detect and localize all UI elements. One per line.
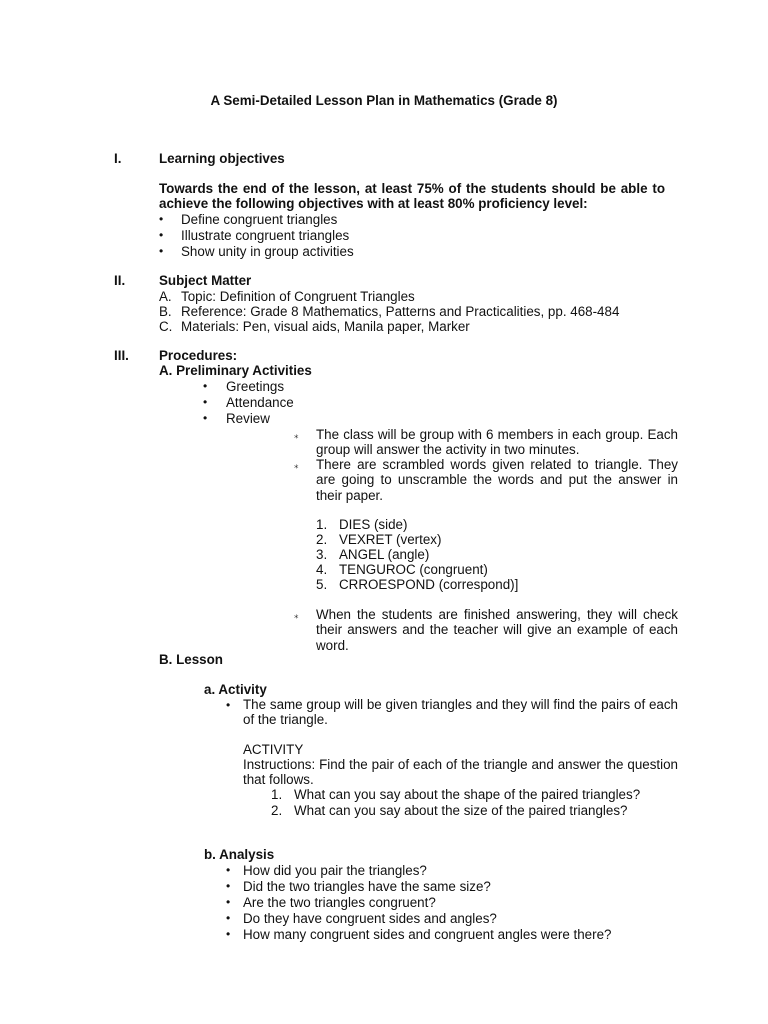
bullet-icon: • [226,911,231,925]
closing-note: When the students are finished answering, they will check their answers and the teacher will give an example of each word. [316,607,678,653]
analysis-question: Did the two triangles have the same size? [243,879,491,894]
preliminary-item: Attendance [226,395,294,410]
document-title: A Semi-Detailed Lesson Plan in Mathematics (Grade 8) [210,93,558,108]
question-number: 1. [271,787,283,802]
bullet-icon: • [159,228,164,242]
analysis-heading: b. Analysis [204,847,275,862]
activity-instructions: Instructions: Find the pair of each of the triangle and answer the question that follows. [243,757,678,788]
scrambled-word: CRROESPOND (correspond)] [339,577,519,592]
objective-item: Show unity in group activities [181,244,354,259]
objective-item: Define congruent triangles [181,212,338,227]
word-number: 5. [316,577,328,592]
section-numeral-3: III. [114,348,129,363]
star-bullet-icon: ⁎ [294,610,299,620]
bullet-icon: • [159,244,164,258]
preliminary-heading: A. Preliminary Activities [159,363,312,378]
bullet-icon: • [226,895,231,909]
analysis-question: How many congruent sides and congruent angles were there? [243,927,612,942]
preliminary-item: Review [226,411,270,426]
objective-item: Illustrate congruent triangles [181,228,350,243]
scrambled-word: DIES (side) [339,517,408,532]
scrambled-word: VEXRET (vertex) [339,532,442,547]
activity-label: ACTIVITY [243,742,304,757]
subject-item: Reference: Grade 8 Mathematics, Patterns and Practicalities, pp. 468-484 [181,304,620,319]
bullet-icon: • [159,212,164,226]
word-number: 3. [316,547,328,562]
objectives-intro: Towards the end of the lesson, at least 75% of the students should be able to achieve the following objectives with at least 80% proficiency level: [159,181,665,212]
lesson-heading: B. Lesson [159,652,223,667]
bullet-icon: • [226,879,231,893]
activity-question: What can you say about the size of the paired triangles? [294,803,628,818]
word-number: 2. [316,532,328,547]
word-number: 1. [316,517,328,532]
procedures-heading: Procedures: [159,348,238,363]
subject-item: Topic: Definition of Congruent Triangles [181,289,415,304]
activity-question: What can you say about the shape of the paired triangles? [294,787,641,802]
analysis-question: How did you pair the triangles? [243,863,427,878]
analysis-question: Are the two triangles congruent? [243,895,436,910]
activity-bullet: The same group will be given triangles and they will find the pairs of each of the triangle. [243,697,678,728]
bullet-icon: • [203,395,208,409]
analysis-question: Do they have congruent sides and angles? [243,911,497,926]
subject-letter: C. [159,319,173,334]
bullet-icon: • [203,379,208,393]
activity-heading: a. Activity [204,682,267,697]
bullet-icon: • [226,698,231,712]
section-numeral-2: II. [114,273,126,288]
preliminary-item: Greetings [226,379,285,394]
review-note: The class will be group with 6 members in each group. Each group will answer the activity in two minutes. [316,427,678,458]
bullet-icon: • [226,927,231,941]
star-bullet-icon: ⁎ [294,430,299,440]
word-number: 4. [316,562,328,577]
subject-letter: A. [159,289,172,304]
section-numeral-1: I. [114,151,122,166]
scrambled-word: TENGUROC (congruent) [339,562,488,577]
question-number: 2. [271,803,283,818]
subject-heading: Subject Matter [159,273,252,288]
star-bullet-icon: ⁎ [294,460,299,470]
bullet-icon: • [203,411,208,425]
subject-item: Materials: Pen, visual aids, Manila paper, Marker [181,319,470,334]
bullet-icon: • [226,863,231,877]
scrambled-word: ANGEL (angle) [339,547,430,562]
subject-letter: B. [159,304,172,319]
review-note: There are scrambled words given related to triangle. They are going to unscramble the words and put the answer in their paper. [316,457,678,503]
objectives-heading: Learning objectives [159,151,285,166]
